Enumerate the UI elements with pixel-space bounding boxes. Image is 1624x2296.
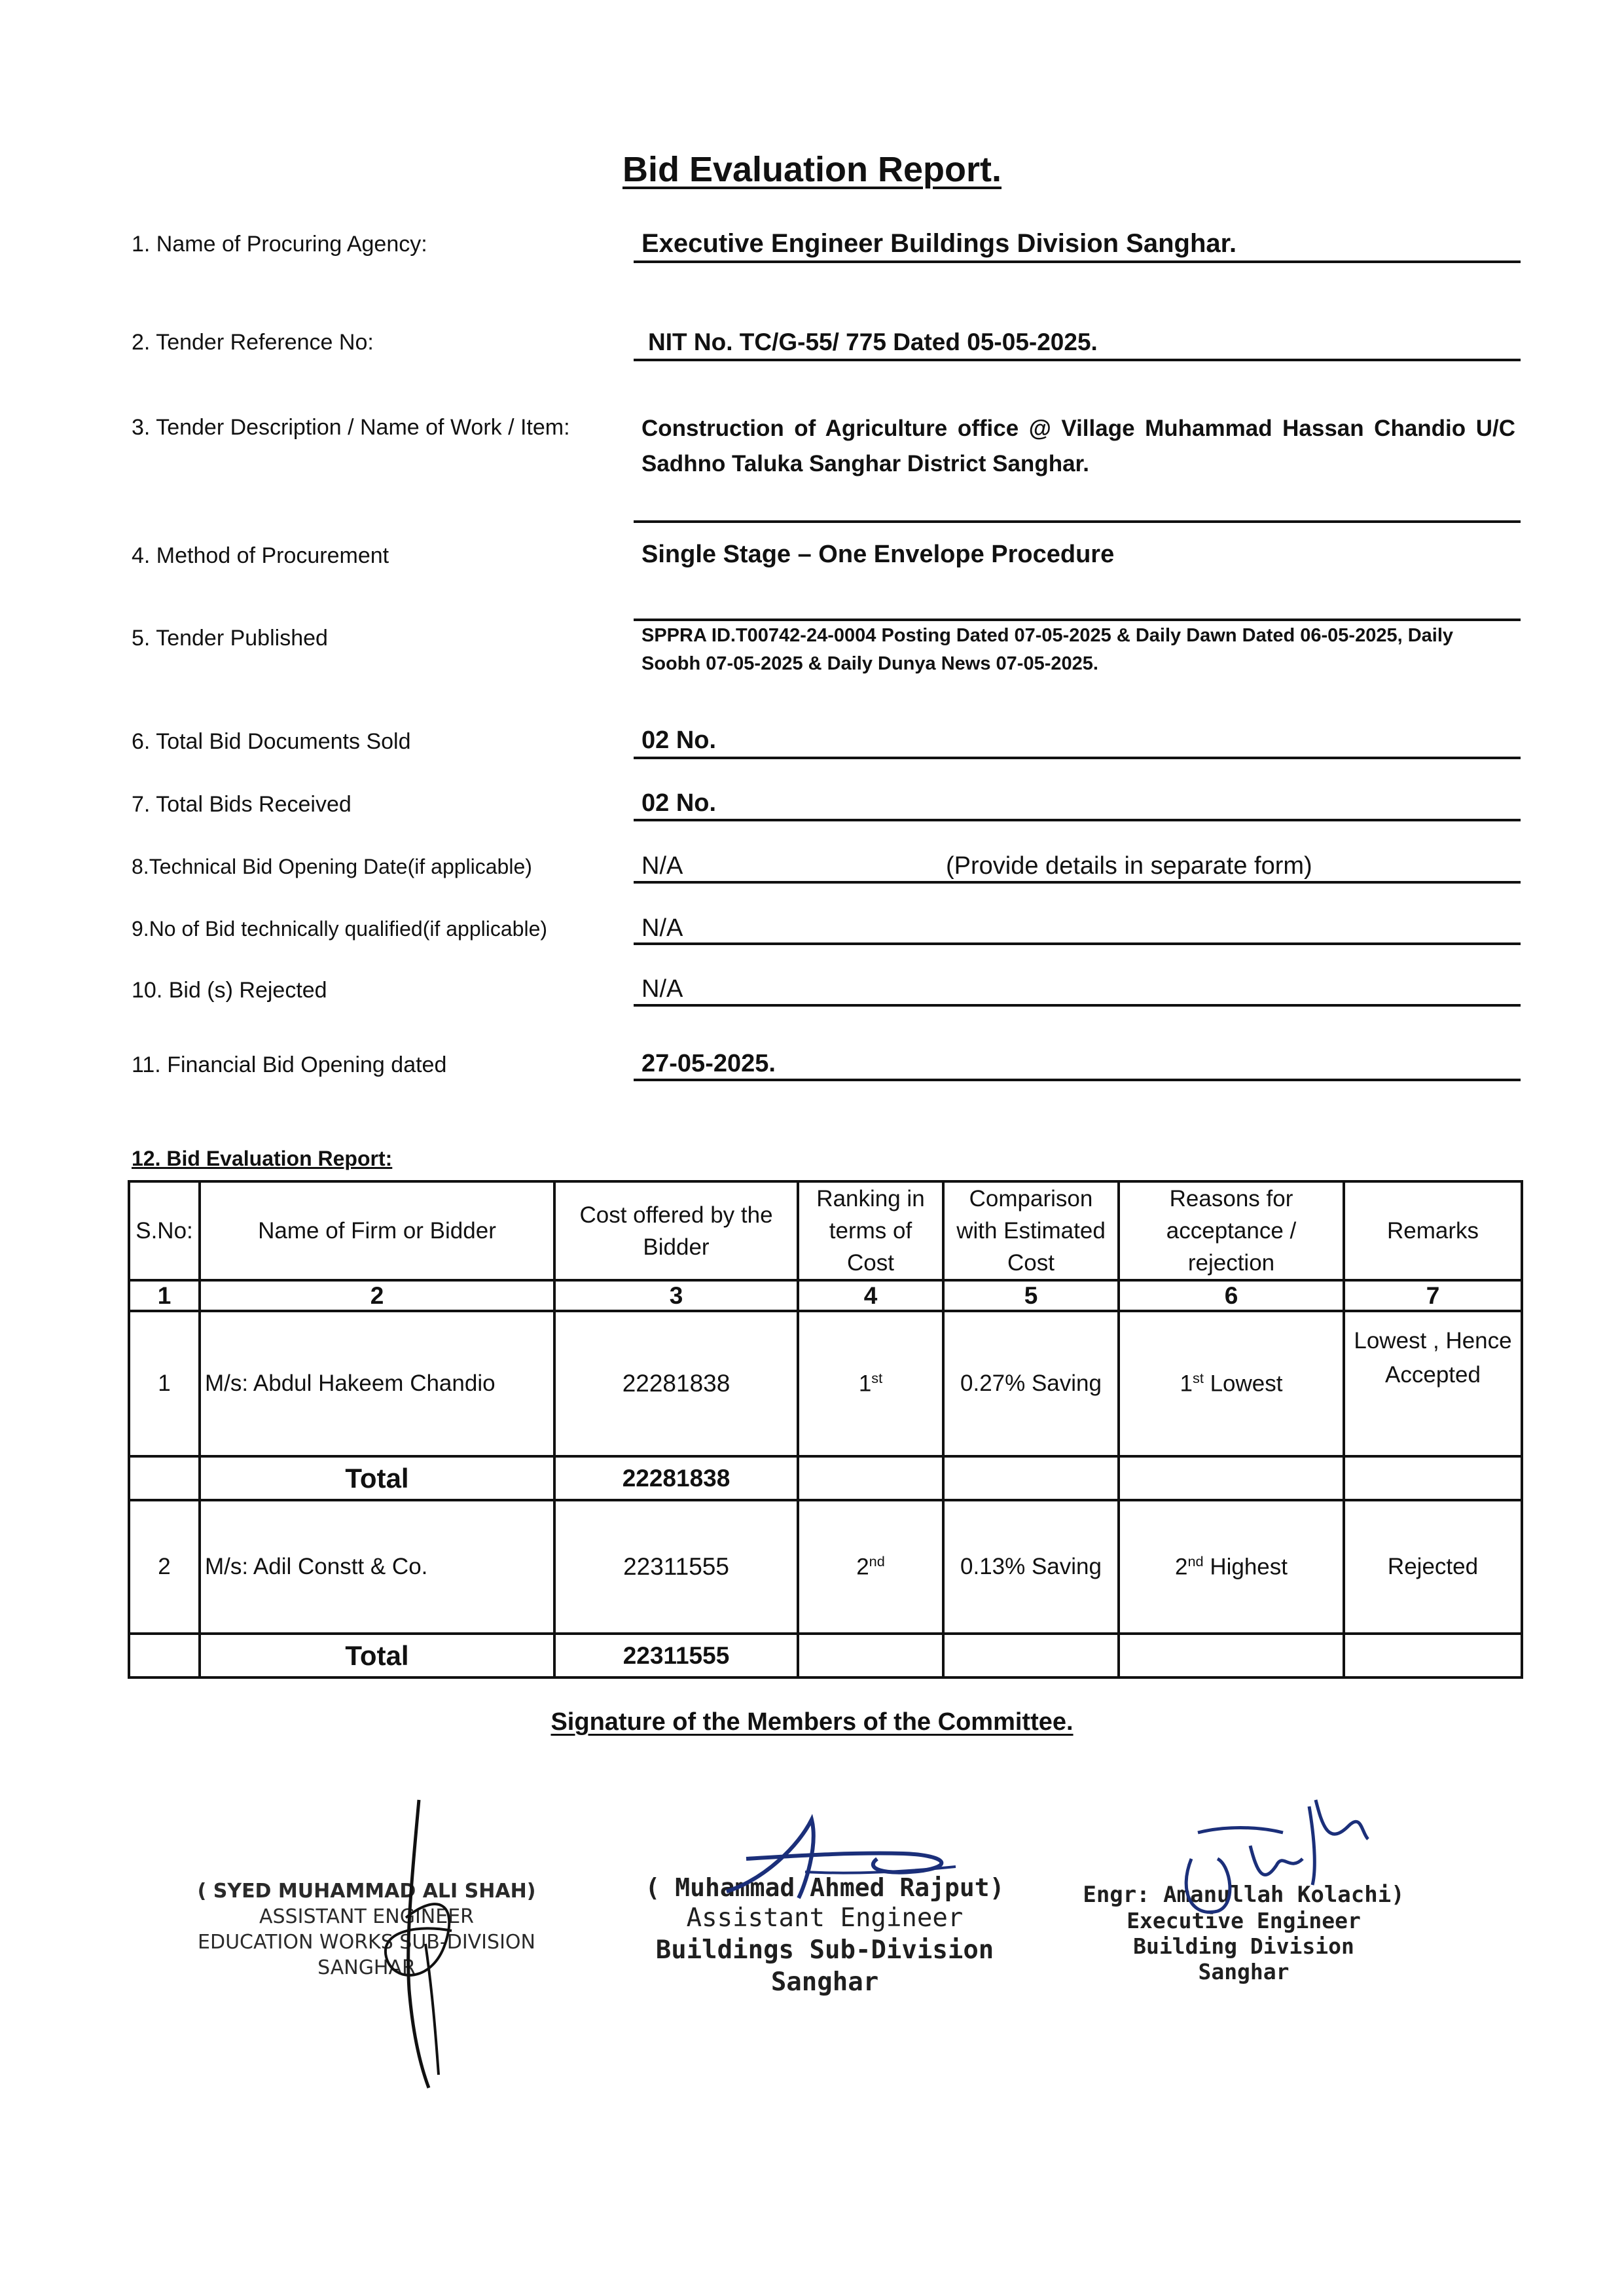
header-firm: Name of Firm or Bidder <box>200 1181 554 1280</box>
signatory-name: Engr: Amanullah Kolachi) <box>1083 1882 1405 1908</box>
field-value-financial-opening: 27-05-2025. <box>641 1050 776 1077</box>
cell-remarks: Lowest , Hence Accepted <box>1344 1311 1522 1456</box>
index-cell: 5 <box>943 1280 1119 1311</box>
table-row <box>129 1500 1522 1634</box>
total-value: 22281838 <box>554 1456 798 1500</box>
cell-comparison: 0.27% Saving <box>943 1311 1119 1456</box>
table-row <box>129 1311 1522 1456</box>
cell-reason: 2nd Highest <box>1119 1500 1344 1634</box>
field-underline <box>634 520 1521 523</box>
index-cell: 6 <box>1119 1280 1344 1311</box>
field-value-method-of-procurement: Single Stage – One Envelope Procedure <box>641 541 1115 568</box>
header-cost: Cost offered by the Bidder <box>554 1181 798 1280</box>
field-underline <box>634 757 1521 759</box>
field-value-tender-description: Construction of Agriculture office @ Village Muhammad Hassan Chandio U/C Sadhno Taluka Sanghar District Sanghar. <box>641 416 1515 476</box>
field-label-tender-published: 5. Tender Published <box>132 626 328 651</box>
signatory-name: ( Muhammad Ahmed Rajput) <box>645 1873 1005 1902</box>
header-remarks: Remarks <box>1344 1181 1522 1280</box>
field-value-technical-opening: N/A <box>641 852 683 880</box>
cell-ranking: 1st <box>798 1311 943 1456</box>
cell-firm: M/s: Abdul Hakeem Chandio <box>200 1311 554 1456</box>
cell-cost: 22311555 <box>554 1500 798 1634</box>
report-title: Bid Evaluation Report. <box>622 150 1002 189</box>
header-sno: S.No: <box>129 1181 200 1280</box>
index-cell: 7 <box>1344 1280 1522 1311</box>
field-value-bids-received: 02 No. <box>641 789 717 817</box>
field-underline <box>634 881 1521 884</box>
signatory-designation: Executive Engineer <box>1127 1908 1361 1933</box>
table-header-row <box>129 1181 1522 1280</box>
field-value-bids-rejected: N/A <box>641 975 683 1003</box>
header-reasons: Reasons for acceptance / rejection <box>1119 1181 1344 1280</box>
field-label-financial-opening: 11. Financial Bid Opening dated <box>132 1052 447 1077</box>
field-label-technically-qualified: 9.No of Bid technically qualified(if applicable) <box>132 917 548 941</box>
field-value-procuring-agency: Executive Engineer Buildings Division Sanghar. <box>641 229 1237 258</box>
cell-sno: 2 <box>129 1500 200 1634</box>
field-label-tender-description: 3. Tender Description / Name of Work / Item: <box>132 415 570 440</box>
signatory-place: Sanghar <box>770 1967 879 1997</box>
signature-section-title: Signature of the Members of the Committee. <box>550 1708 1074 1736</box>
handwritten-signature-3 <box>1152 1787 1388 1944</box>
field-underline <box>634 1004 1521 1007</box>
bid-evaluation-table <box>128 1180 1523 1679</box>
table-total-row <box>129 1456 1522 1500</box>
total-label: Total <box>200 1456 554 1500</box>
field-label-technical-opening: 8.Technical Bid Opening Date(if applicable) <box>132 855 532 878</box>
field-label-tender-reference: 2. Tender Reference No: <box>132 330 374 355</box>
field-label-method-of-procurement: 4. Method of Procurement <box>132 543 389 568</box>
header-comparison: Comparison with Estimated Cost <box>943 1181 1119 1280</box>
field-underline <box>634 619 1521 621</box>
field-underline <box>634 260 1521 263</box>
cell-firm: M/s: Adil Constt & Co. <box>200 1500 554 1634</box>
index-cell: 1 <box>129 1280 200 1311</box>
signatory-designation: ASSISTANT ENGINEER <box>259 1905 474 1928</box>
handwritten-signature-1 <box>367 1793 484 2094</box>
handwritten-signature-2 <box>707 1806 982 1911</box>
signatory-place: SANGHAR <box>317 1956 416 1979</box>
field-value-bid-documents-sold: 02 No. <box>641 726 717 754</box>
cell-comparison: 0.13% Saving <box>943 1500 1119 1634</box>
field-note-separate-form: (Provide details in separate form) <box>946 852 1312 880</box>
field-label-bids-received: 7. Total Bids Received <box>132 792 352 817</box>
total-value: 22311555 <box>554 1634 798 1677</box>
index-cell: 3 <box>554 1280 798 1311</box>
section-12-title: 12. Bid Evaluation Report: <box>132 1147 393 1170</box>
field-underline <box>634 359 1521 361</box>
field-label-bids-rejected: 10. Bid (s) Rejected <box>132 978 327 1003</box>
cell-reason: 1st Lowest <box>1119 1311 1344 1456</box>
cell-remarks: Rejected <box>1344 1500 1522 1634</box>
signatory-place: Sanghar <box>1198 1959 1290 1984</box>
cell-sno: 1 <box>129 1311 200 1456</box>
field-label-bid-documents-sold: 6. Total Bid Documents Sold <box>132 729 411 754</box>
table-total-row <box>129 1634 1522 1677</box>
total-label: Total <box>200 1634 554 1677</box>
cell-cost: 22281838 <box>554 1311 798 1456</box>
cell-ranking: 2nd <box>798 1500 943 1634</box>
signatory-office: Building Division <box>1133 1933 1354 1959</box>
signatory-office: EDUCATION WORKS SUB-DIVISION <box>198 1931 535 1954</box>
field-label-procuring-agency: 1. Name of Procuring Agency: <box>132 232 427 257</box>
signatory-name: ( SYED MUHAMMAD ALI SHAH) <box>197 1880 536 1903</box>
index-cell: 4 <box>798 1280 943 1311</box>
field-value-tender-published: SPPRA ID.T00742-24-0004 Posting Dated 07-05-2025 & Daily Dawn Dated 06-05-2025, Daily Soobh 07-05-2025 & Daily Dunya News 07-05-2025. <box>641 625 1454 674</box>
field-underline <box>634 942 1521 945</box>
field-underline <box>634 819 1521 821</box>
field-value-tender-reference: NIT No. TC/G-55/ 775 Dated 05-05-2025. <box>648 329 1098 355</box>
header-ranking: Ranking in terms of Cost <box>798 1181 943 1280</box>
field-value-technically-qualified: N/A <box>641 914 683 942</box>
signatory-office: Buildings Sub-Division <box>655 1935 994 1965</box>
field-underline <box>634 1079 1521 1081</box>
table-index-row <box>129 1280 1522 1311</box>
index-cell: 2 <box>200 1280 554 1311</box>
signatory-designation: Assistant Engineer <box>686 1903 964 1933</box>
